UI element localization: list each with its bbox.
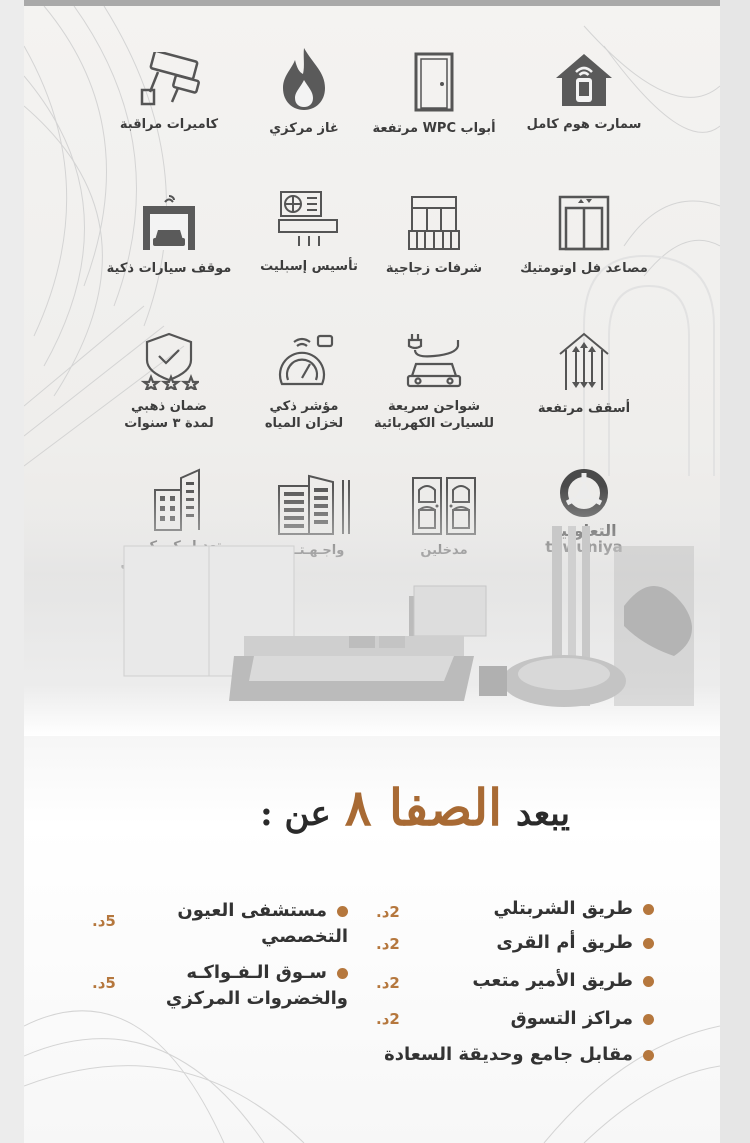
location-item [511, 1008, 654, 1030]
feature-label: تأسيس إسبليت [260, 259, 358, 274]
location-distance: 2د. [376, 903, 400, 921]
location-item [166, 960, 348, 1012]
location-name: مستشفى العيون التخصصي [177, 900, 348, 947]
location-name: طريق الأمير متعب [472, 970, 633, 991]
bullet-dot [643, 1014, 654, 1025]
project-name: الصفا ٨ [344, 778, 503, 837]
bullet-dot [337, 906, 348, 917]
feature-label: سمارت هوم كامل [526, 117, 642, 132]
feature-cameras [104, 52, 234, 133]
feature-ev-charger [354, 332, 514, 432]
location-distance: 5د. [92, 974, 116, 992]
location-distance: 2د. [376, 1010, 400, 1028]
distance-heading [260, 778, 570, 837]
ev-charger-icon [404, 332, 464, 390]
high-ceiling-icon [558, 332, 610, 392]
feature-label: مصاعد فل اوتومتيك [520, 261, 648, 276]
feature-label: أبواب WPC مرتفعة [372, 121, 496, 136]
location-name: مقابل جامع وحديقة السعادة [384, 1044, 633, 1065]
garage-icon [139, 194, 199, 252]
heading-suffix: عن : [260, 794, 331, 834]
security-camera-icon [134, 52, 204, 108]
feature-split-ac [244, 190, 374, 275]
shield-stars-icon [139, 332, 199, 390]
bullet-dot [643, 938, 654, 949]
feature-label: مؤشر ذكي لخزان المياه [264, 399, 344, 431]
location-item [177, 898, 348, 950]
feature-label: غاز مركزي [269, 121, 339, 136]
location-item [493, 898, 654, 920]
water-gauge-icon [274, 332, 334, 390]
feature-label: موقف سيارات ذكية [106, 261, 232, 276]
feature-smart-home [504, 52, 664, 133]
location-distance: 5د. [92, 912, 116, 930]
feature-glass-balcony [364, 194, 504, 277]
bullet-dot [337, 968, 348, 979]
window-balcony-icon [407, 194, 461, 252]
location-name: طريق أم القرى [496, 932, 633, 953]
elevator-icon [557, 194, 611, 252]
feature-elevator [504, 194, 664, 277]
location-name: مراكز التسوق [510, 1008, 633, 1029]
feature-smart-parking [94, 194, 244, 277]
feature-label: أسقف مرتفعة [537, 401, 631, 416]
door-icon [412, 52, 456, 112]
brochure-poster [24, 6, 720, 1143]
feature-label: شواحن سريعة للسيارت الكهربائية [373, 399, 495, 431]
feature-wpc-doors [364, 52, 504, 137]
feature-label: ضمان ذهبي لمدة ٣ سنوات [124, 399, 214, 431]
location-name: سـوق الـفـواكـه والخضروات المركزي [165, 962, 348, 1009]
location-distance: 2د. [376, 974, 400, 992]
bullet-dot [643, 1050, 654, 1061]
split-ac-icon [277, 190, 341, 250]
smart-home-icon [554, 52, 614, 108]
bullet-dot [643, 976, 654, 987]
left-margin [0, 0, 24, 1143]
right-margin [720, 0, 750, 1143]
feature-high-ceiling [504, 332, 664, 417]
location-item [496, 932, 654, 954]
feature-label: كاميرات مراقبة [119, 117, 219, 132]
location-name: طريق الشربتلي [493, 898, 633, 919]
bullet-dot [643, 904, 654, 915]
heading-prefix: يبعد [516, 794, 570, 834]
flame-icon [279, 46, 329, 112]
location-distance: 2د. [376, 935, 400, 953]
feature-warranty [104, 332, 234, 432]
bedroom-illustration [24, 486, 720, 736]
feature-central-gas [244, 46, 364, 137]
feature-water-indicator [244, 332, 364, 432]
location-item [384, 1044, 654, 1066]
feature-label: شرفات زجاجية [385, 261, 483, 276]
location-item [472, 970, 654, 992]
